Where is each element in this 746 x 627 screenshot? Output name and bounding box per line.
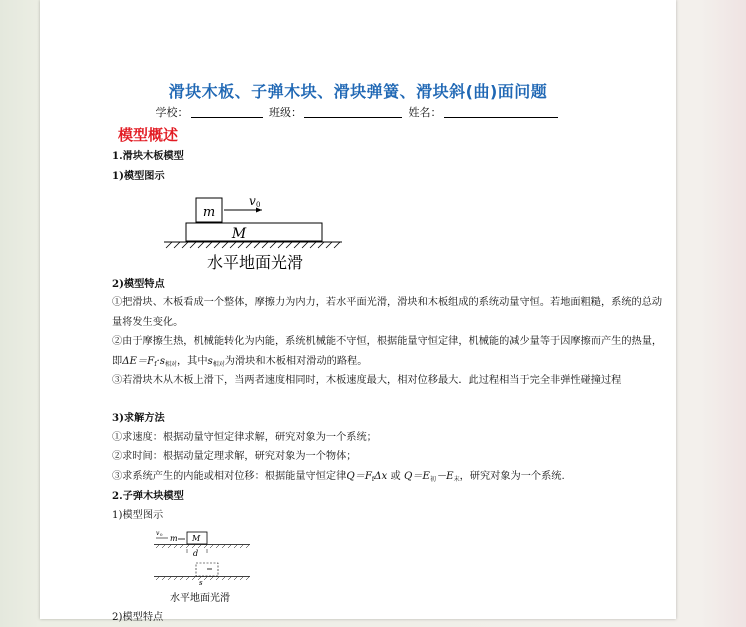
school-label: 学校： <box>155 106 189 119</box>
fig2-hatching-top <box>156 545 249 548</box>
fig2-label-d: d <box>193 549 199 558</box>
class-label: 班级： <box>269 106 302 119</box>
name-label: 姓名： <box>408 106 442 119</box>
fig2-label-s: s <box>199 579 203 587</box>
m3-text-a: ③求系统产生的内能或相对位移：根据能量守恒定律 <box>112 471 347 482</box>
subheading-solution-methods: 3)求解方法 <box>112 412 165 424</box>
fig2-label-v: v <box>156 530 160 537</box>
feature-paragraph-1: ①把滑块、木板看成一个整体，摩擦力为内力，若水平面光滑，滑块和木板组成的系统动量守恒。若地面粗糙，系统的总动量将发生变化。 <box>112 297 663 328</box>
method-2: ②求时间：根据动量定理求解，研究对象为一个物体； <box>112 451 357 462</box>
p2-text-c: 为滑块和木板相对滑动的路程。 <box>224 355 368 367</box>
diagram-caption: 水平地面光滑 <box>206 253 304 272</box>
m3-formula-1-b: Δx <box>374 471 388 482</box>
label-M: M <box>231 226 247 242</box>
document-page <box>40 0 676 623</box>
student-info-line <box>40 104 676 120</box>
heading-slider-board-model: 1.滑块木板模型 <box>112 150 184 162</box>
p2-formula-sub1: f <box>154 360 157 368</box>
method-1: ①求速度：根据动量守恒定律求解，研究对象为一个系统； <box>112 432 377 443</box>
m3-text-c: ，研究对象为一个系统. <box>459 471 565 482</box>
subheading-model-diagram-2: 1)模型图示 <box>112 510 164 521</box>
feature-paragraph-3: ③若滑块木从木板上滑下，当两者速度相同时，木板速度最大，相对位移最大．此过程相当于完全非弹性碰撞过程 <box>112 375 622 386</box>
m3-formula-1-sub: f <box>371 476 375 483</box>
heading-bullet-block-model: 2.子弹木块模型 <box>112 490 184 502</box>
p2-s: s <box>207 355 213 367</box>
fig2-caption: 水平地面光滑 <box>170 593 230 604</box>
m3-formula-2-b: －E <box>435 471 454 482</box>
subheading-model-features-2: 2)模型特点 <box>112 612 164 623</box>
feature-paragraph-2 <box>112 332 664 374</box>
m3-formula-2-sub1: 初 <box>429 476 436 483</box>
p2-formula-mid: ·s <box>156 355 165 367</box>
subheading-model-diagram: 1)模型图示 <box>112 170 165 182</box>
fig2-label-v-sub: 0 <box>160 532 163 537</box>
p2-s-sub: 相对 <box>212 360 225 368</box>
p2-text-b: ，其中 <box>176 355 208 367</box>
class-blank <box>304 106 402 118</box>
subheading-model-features: 2)模型特点 <box>112 278 165 290</box>
board-M <box>186 223 322 241</box>
section-heading: 模型概述 <box>118 126 179 144</box>
p2-formula-sub2: 相对 <box>164 360 177 368</box>
ground-hatching <box>166 242 340 248</box>
document-title: 滑块木板、子弹木块、滑块弹簧、滑块斜(曲)面问题 <box>168 82 548 101</box>
p2-text-a: ②由于摩擦生热，机械能转化为内能，系统机械能不守恒，根据能量守恒定律，机械能的减少量等于因摩擦而产生的热量，即 <box>112 336 663 367</box>
school-blank <box>191 106 263 118</box>
label-m: m <box>202 205 216 220</box>
method-3 <box>112 467 565 489</box>
slider-board-diagram <box>162 188 344 274</box>
m3-formula-2: Q＝E <box>403 471 430 482</box>
fig2-label-m: m <box>170 534 178 543</box>
fig2-label-M: M <box>192 534 201 543</box>
p2-formula: ΔE＝F <box>122 355 155 367</box>
block-M-bottom <box>196 563 218 576</box>
label-v: v <box>249 194 256 208</box>
m3-or: 或 <box>390 471 401 482</box>
m3-formula-1: Q＝F <box>346 471 372 482</box>
name-blank <box>444 106 558 118</box>
label-v-sub: 0 <box>256 201 261 209</box>
bullet-block-diagram <box>154 527 254 605</box>
m3-formula-2-sub2: 末 <box>453 476 460 483</box>
